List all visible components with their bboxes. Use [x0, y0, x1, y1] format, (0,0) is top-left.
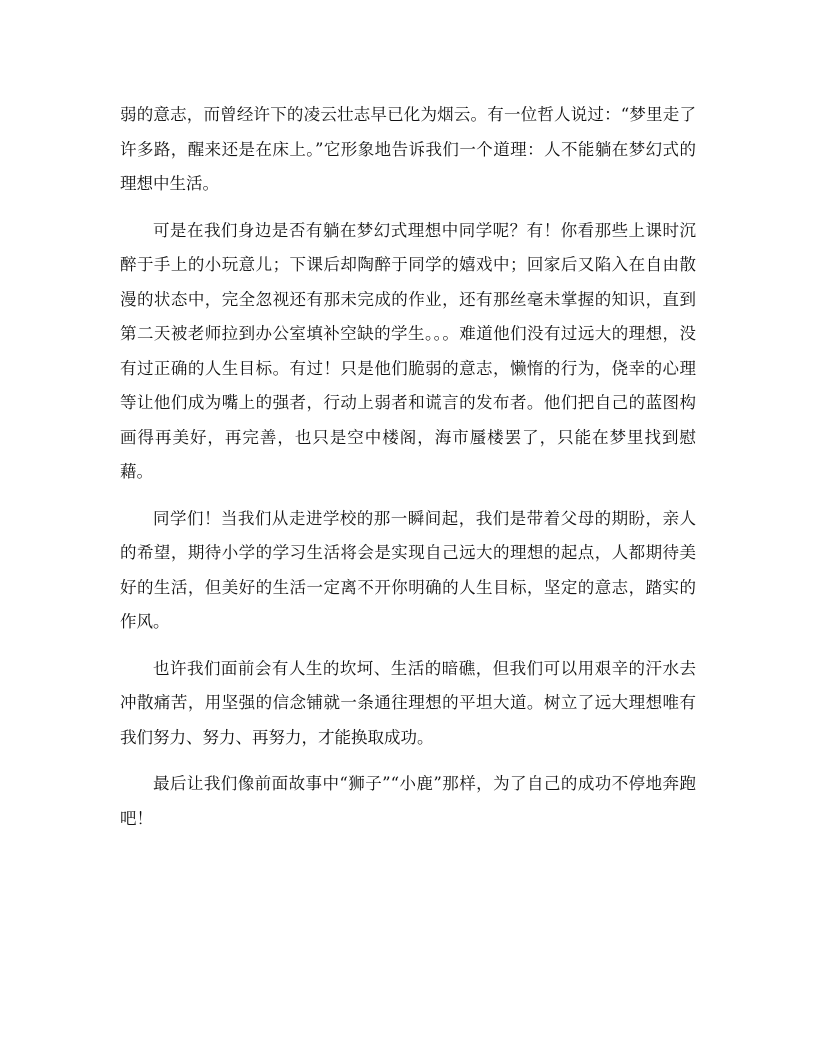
- paragraph-1: 弱的意志，而曾经许下的凌云壮志早已化为烟云。有一位哲人说过：“梦里走了许多路，醒来还是在床上。”它形象地告诉我们一个道理：人不能躺在梦幻式的理想中生活。: [120, 105, 696, 193]
- paragraph-4: 也许我们面前会有人生的坎坷、生活的暗礁，但我们可以用艰辛的汗水去冲散痛苦，用坚强的信念铺就一条通往理想的平坦大道。树立了远大理想唯有我们努力、努力、再努力，才能换取成功。: [120, 658, 696, 747]
- body-text: [120, 98, 696, 848]
- paragraph-2: 可是在我们身边是否有躺在梦幻式理想中同学呢？有！你看那些上课时沉醉于手上的小玩意儿；下课后却陶醉于同学的嬉戏中；回家后又陷入在自由散漫的状态中，完全忽视还有那未完成的作业，还有那丝毫未掌握的知识，直到第二天被老师拉到办公室填补空缺的学生。。。难道他们没有过远大的理想，没有过正确的人生目标。有过！只是他们脆弱的意志，懒惰的行为，侥幸的心理等让他们成为嘴上的强者，行动上弱者和谎言的发布者。他们把自己的蓝图构画得再美好，再完善，也只是空中楼阁，海市蜃楼罢了，只能在梦里找到慰藉。: [120, 220, 696, 481]
- paragraph-5: 最后让我们像前面故事中“狮子”“小鹿”那样，为了自己的成功不停地奔跑吧！: [120, 774, 696, 828]
- paragraph-3: 同学们！当我们从走进学校的那一瞬间起，我们是带着父母的期盼，亲人的希望，期待小学的学习生活将会是实现自己远大的理想的起点，人都期待美好的生活，但美好的生活一定离不开你明确的人生目标，坚定的意志，踏实的作风。: [120, 508, 696, 631]
